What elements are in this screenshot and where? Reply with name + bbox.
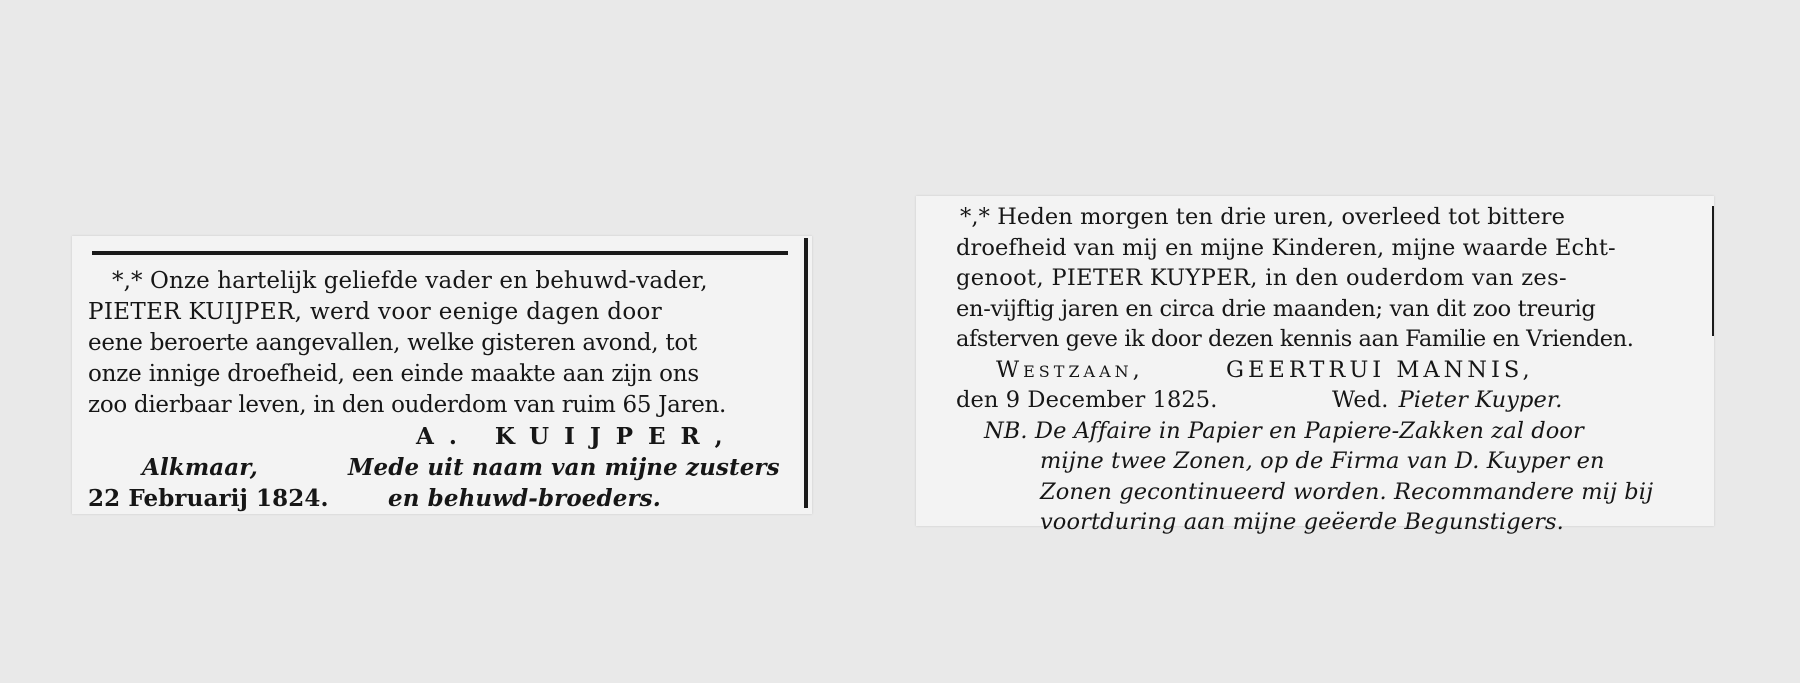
right-edge-rule bbox=[1712, 206, 1714, 336]
signature-row bbox=[956, 385, 1700, 416]
signature-name: GEERTRUI MANNIS, bbox=[1226, 356, 1534, 383]
death-notice-left bbox=[72, 236, 812, 514]
notice-line: *,* Heden morgen ten drie uren, overleed tot bittere bbox=[960, 204, 1566, 230]
death-notice-right bbox=[916, 196, 1714, 535]
notice-line: en-vijftig jaren en circa drie maanden; van dit zoo treurig bbox=[956, 295, 1596, 322]
signature-row bbox=[88, 452, 794, 483]
nb-line: mijne twee Zonen, op de Firma van D. Kuyper en bbox=[1040, 448, 1605, 474]
signature-row bbox=[956, 355, 1700, 386]
notice-line: onze innige droefheid, een einde maakte aan zijn ons bbox=[88, 361, 699, 387]
notice-line: droefheid van mij en mijne Kinderen, mijne waarde Echt- bbox=[956, 234, 1616, 261]
notice-text: *,* Onze hartelijk geliefde vader en behuwd-vader, bbox=[112, 268, 708, 294]
place: Alkmaar, bbox=[142, 454, 258, 481]
signature-note: en behuwd-broeders. bbox=[388, 485, 661, 512]
date: 22 Februarij 1824. bbox=[88, 485, 329, 512]
date: den 9 December 1825. bbox=[956, 387, 1218, 413]
place: Westzaan, bbox=[996, 356, 1144, 383]
widow-prefix: Wed. bbox=[1332, 387, 1389, 413]
notice-line: genoot, PIETER KUYPER, in den ouderdom van zes- bbox=[956, 265, 1567, 291]
notice-line bbox=[88, 266, 794, 297]
notice-line: eene beroerte aangevallen, welke gisteren avond, tot bbox=[88, 330, 697, 356]
right-rule bbox=[804, 238, 808, 508]
notice-line: PIETER KUIJPER, werd voor eenige dagen door bbox=[88, 299, 663, 325]
nb-line: voortduring aan mijne geëerde Begunstigers. bbox=[1040, 509, 1564, 535]
nb-line: Zonen gecontinueerd worden. Recommandere mij bij bbox=[1040, 478, 1654, 505]
nb-line: NB. De Affaire in Papier en Papiere-Zakken zal door bbox=[984, 417, 1584, 444]
top-rule bbox=[92, 251, 788, 255]
notice-line: zoo dierbaar leven, in den ouderdom van ruim 65 Jaren. bbox=[88, 392, 727, 418]
signature-row bbox=[88, 483, 794, 514]
signature-name: A. KUIJPER, bbox=[416, 423, 738, 450]
widow-name: Pieter Kuyper. bbox=[1398, 387, 1563, 413]
notice-line: afsterven geve ik door dezen kennis aan Familie en Vrienden. bbox=[956, 326, 1634, 352]
signature-note: Mede uit naam van mijne zusters bbox=[348, 454, 780, 481]
